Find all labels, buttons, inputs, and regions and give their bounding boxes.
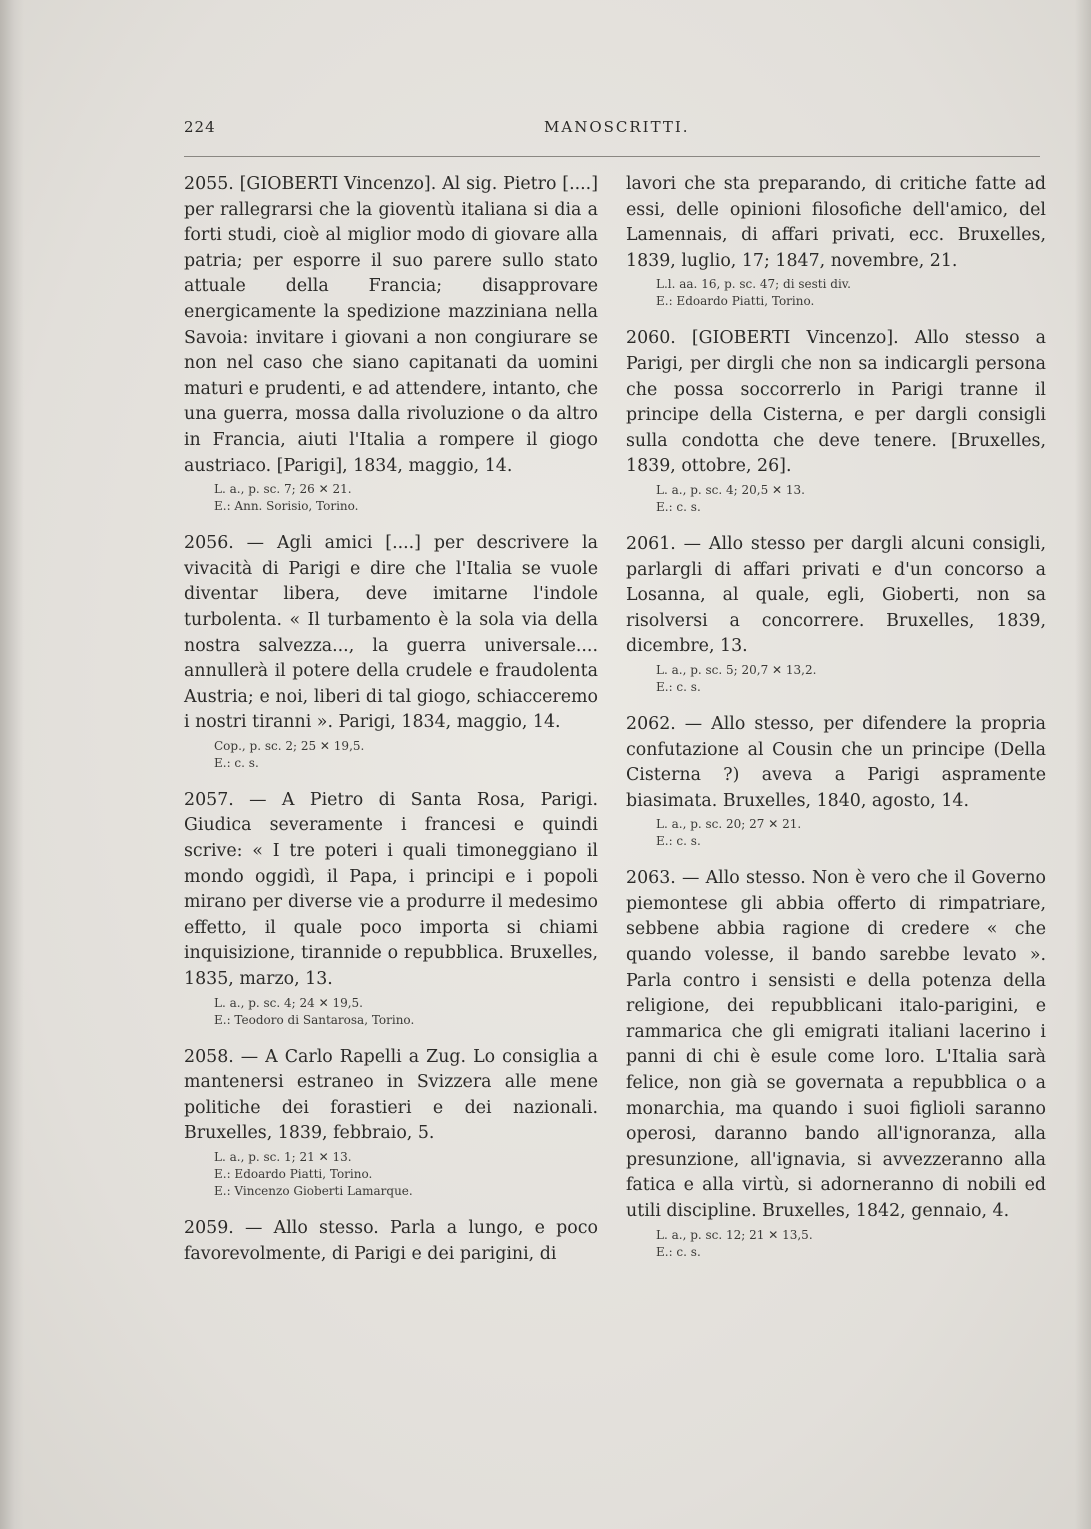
catalog-entry-2056 [184,531,598,772]
page-number: 224 [184,118,216,136]
entry-text: 2057. — A Pietro di Santa Rosa, Parigi. Giudica severamente i francesi e quindi scrive: « I tre poteri i quali timoneggiano il mondo oggidì, il Papa, i principi e i popoli mirano per diverse vie a produrre il medesimo effetto, il quale poco importa si chiami inquisizione, tirannide o repubblica. Bruxelles, 1835, marzo, 13. [184,789,598,990]
reference-line: E.: c. s. [656,679,701,694]
entry-reference [214,738,598,772]
reference-line: L. a., p. sc. 12; 21 ✕ 13,5. [656,1227,813,1242]
catalog-entry-2055 [184,172,598,515]
header-rule [184,156,1040,157]
reference-line: L. a., p. sc. 4; 20,5 ✕ 13. [656,482,805,497]
reference-line: E.: Teodoro di Santarosa, Torino. [214,1012,415,1027]
entry-text: lavori che sta preparando, di critiche fatte ad essi, delle opinioni filosofiche dell'amico, del Lamennais, di affari privati, ecc. Bruxelles, 1839, luglio, 17; 1847, novembre, 21. [626,174,1046,271]
entry-text: 2055. [GIOBERTI Vincenzo]. Al sig. Pietro [....] per rallegrarsi che la gioventù italiana si dia a forti studi, cioè al miglior modo di giovare alla patria; per esporre il suo parere sullo stato attuale della Francia; disapprovare energicamente la spedizione mazziniana nella Savoia: invitare i giovani a non congiurare se non nel caso che siano capitanati da uomini maturi e prudenti, e ad attendere, intanto, che una guerra, mossa dalla rivoluzione o da altro in Francia, aiuti l'Italia a rompere il giogo austriaco. [Parigi], 1834, maggio, 14. [184,174,598,476]
reference-line: E.: Ann. Sorisio, Torino. [214,499,359,514]
reference-line: E.: c. s. [214,755,259,770]
catalog-entry-2062 [626,712,1046,850]
entry-text: 2056. — Agli amici [....] per descrivere la vivacità di Parigi e dire che l'Italia se vuole diventar libera, deve imitarne l'indole turbolenta. « Il turbamento è la sola via della nostra salvezza..., la guerra universale.... annullerà il potere della crudele e fraudolenta Austria; e noi, liberi di tal giogo, schiacceremo i nostri tiranni ». Parigi, 1834, maggio, 14. [184,533,598,733]
reference-line: E.: c. s. [656,499,701,514]
reference-line: E.: c. s. [656,1244,701,1259]
catalog-entry-2063 [626,866,1046,1260]
page-shadow-right [1075,0,1091,1529]
page-shadow-left [0,0,24,1529]
entry-reference [214,1149,598,1200]
reference-line: L. a., p. sc. 5; 20,7 ✕ 13,2. [656,662,817,677]
entry-text: 2062. — Allo stesso, per difendere la propria confutazione al Cousin che un principe (Della Cisterna ?) aveva a Parigi aspramente biasimata. Bruxelles, 1840, agosto, 14. [626,713,1046,811]
entry-reference [656,482,1046,516]
reference-line: L. a., p. sc. 7; 26 ✕ 21. [214,482,352,497]
reference-line: L. a., p. sc. 4; 24 ✕ 19,5. [214,995,363,1010]
entry-text: 2059. — Allo stesso. Parla a lungo, e poco favorevolmente, di Parigi e dei parigini, di [184,1218,598,1264]
catalog-entry-2059 [184,1216,598,1267]
running-title: MANOSCRITTI. [544,118,690,136]
entry-reference [214,481,598,515]
entry-reference [656,1227,1046,1261]
page-header [184,118,1040,148]
reference-line: L.l. aa. 16, p. sc. 47; di sesti div. [656,277,851,292]
catalog-entry-2061 [626,532,1046,696]
reference-line: E.: Edoardo Piatti, Torino. [214,1167,373,1181]
entry-reference [656,662,1046,696]
reference-line: L. a., p. sc. 1; 21 ✕ 13. [214,1150,352,1164]
entry-text: 2063. — Allo stesso. Non è vero che il Governo piemontese gli abbia offerto di rimpatriare, sebbene abbia ragione di credere « che quando volesse, il bando sarebbe levato ». Parla contro i sensisti e della potenza della religione, dei repubblicani italo-parigini, e rammarica che gli emigrati italiani lacerino i panni di chi è esule come loro. L'Italia sarà felice, non già se governata a repubblica o a monarchia, ma quando i suoi figlioli saranno operosi, daranno bando all'ignoranza, alla presunzione, all'ignavia, si avvezzeranno alla fatica e alla virtù, si adorneranno di nobili ed utili discipline. Bruxelles, 1842, gennaio, 4. [626,868,1046,1221]
entry-reference [214,995,598,1029]
reference-line: Cop., p. sc. 2; 25 ✕ 19,5. [214,738,365,753]
reference-line: E.: c. s. [656,834,701,849]
entry-text: 2058. — A Carlo Rapelli a Zug. Lo consiglia a mantenersi estraneo in Svizzera alle mene politiche dei forastieri e dei nazionali. Bruxelles, 1839, febbraio, 5. [184,1046,598,1144]
entry-reference [656,816,1046,850]
entry-reference [656,276,1046,310]
entry-text: 2061. — Allo stesso per dargli alcuni consigli, parlargli di affari privati e d'un concorso a Losanna, al quale, egli, Gioberti, non sa risolversi a concorrere. Bruxelles, 1839, dicembre, 13. [626,533,1046,657]
catalog-entry-2058 [184,1045,598,1200]
left-column [184,172,598,1283]
catalog-entry-2057 [184,788,598,1029]
catalog-entry-2060 [626,326,1046,516]
reference-line: E.: Vincenzo Gioberti Lamarque. [214,1184,413,1198]
catalog-entry-2059-continued [626,172,1046,310]
reference-line: L. a., p. sc. 20; 27 ✕ 21. [656,817,802,832]
right-column [626,172,1046,1277]
entry-text: 2060. [GIOBERTI Vincenzo]. Allo stesso a Parigi, per dirgli che non sa indicargli persona che possa soccorrerlo in Parigi tranne il principe della Cisterna, e per dargli consigli sulla condotta che deve tenere. [Bruxelles, 1839, ottobre, 26]. [626,328,1046,477]
reference-line: E.: Edoardo Piatti, Torino. [656,294,815,309]
